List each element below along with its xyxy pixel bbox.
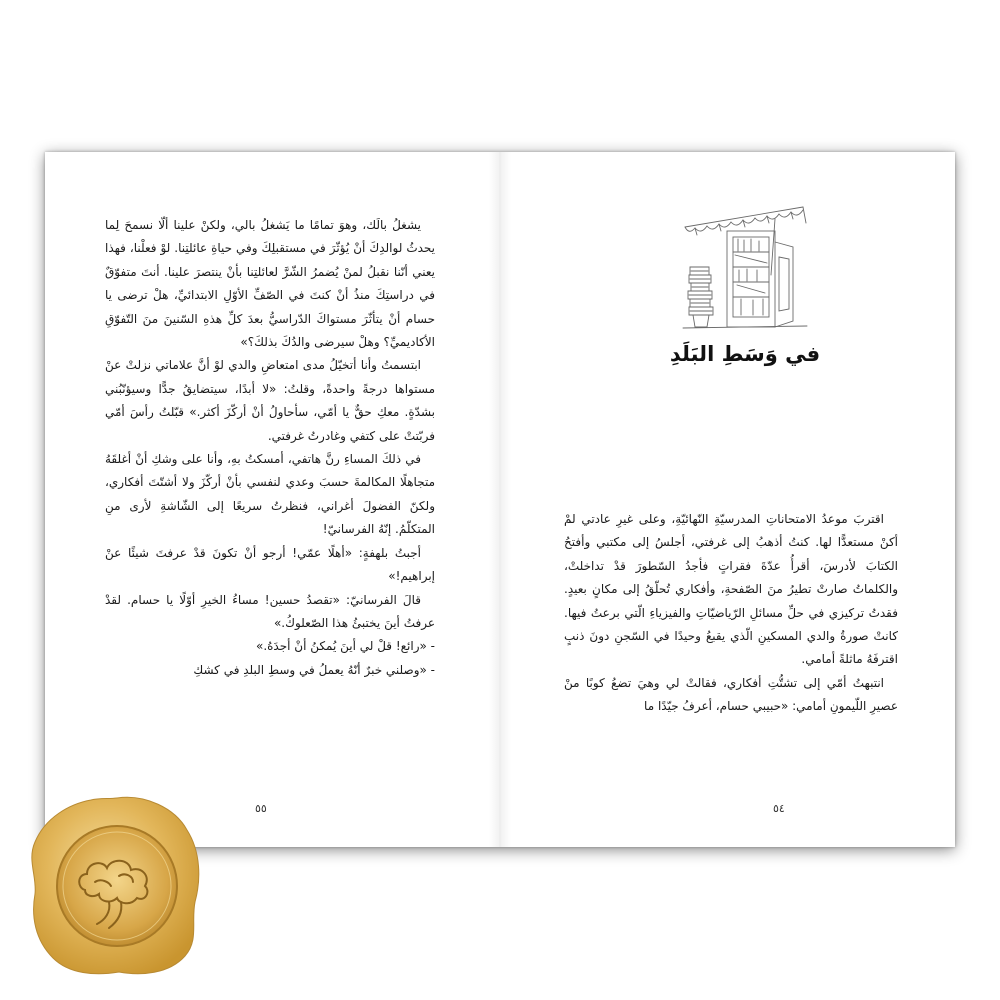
- kiosk-illustration: [675, 197, 815, 337]
- left-page-number: ٥٥: [255, 802, 267, 815]
- right-page-number: ٥٤: [773, 802, 785, 815]
- paragraph: انتبهتُ أمّي إلى تشتُّتِ أفكاري، فقالتْ لي وهيَ تضعُ كوبًا منْ عصيرِ اللّيمونِ أمامي: «حبيبي حسام، أعرفُ جيّدًا ما: [564, 675, 898, 714]
- paragraph: في ذلكَ المساءِ رنَّ هاتفي، أمسكتُ بهِ، وأنا على وشكِ أنْ أغلقَهُ متجاهلًا المكالمةَ حسبَ وعدي لنفسي بأنْ أركّزَ ولا أشتّتَ أفكاري، ولكنّ الفضولَ أغراني، فنظرتُ سريعًا إلى الشّاشةِ لأرى منِ المتكلّمُ. إنّهُ الفرسانيّ!: [105, 452, 435, 537]
- paragraph: اقتربَ موعدُ الامتحاناتِ المدرسيّةِ النّهائيّةِ، وعلى غيرِ عادتي لمْ أكنْ مستعدًّا لها. كنتُ أذهبُ إلى غرفتي، أجلسُ إلى مكتبي وأفتحُ الكتابَ لأدرسَ، أقرأُ عدّةَ فقراتٍ فأجدُ السّطورَ قدْ تداخلتْ، والكلماتُ صارتْ تطيرُ منَ الصّفحةِ، وأفكاري تُحلّقُ إلى مكانٍ بعيدٍ. فقدتُ تركيزي في حلِّ مسائلِ الرّياضيّاتِ والفيزياءِ الّتي برعتُ فيها. كانتْ صورةُ والدي المسكينِ الّذي يقبعُ وحيدًا في السّجنِ دونَ ذنبٍ اقترفَهُ ماثلةً أمامي.: [564, 512, 898, 667]
- kiosk-illustration-icon: [675, 197, 815, 337]
- wax-seal: [25, 790, 205, 980]
- paragraph: قالَ الفرسانيّ: «تقصدُ حسين! مساءُ الخيرِ أوّلًا يا حسام. لقدْ عرفتُ أينَ يختبئُ هذا الصّعلوكُ.»: [105, 592, 435, 630]
- paragraph: أجبتُ بلهفةٍ: «أهلًا عمّي! أرجو أنْ تكونَ قدْ عرفتَ شيئًا عنْ إبراهيم!»: [105, 545, 435, 584]
- right-page-text: [564, 508, 898, 719]
- book-spread: [45, 152, 955, 847]
- paragraph: يشغلُ بالَك، وهوَ تمامًا ما يَشغلُ بالي، ولكنْ علينا ألّا نسمحَ لِما يحدثُ لوالدِكَ أنْ يُؤثّرَ في مستقبلِكَ وفي حياةِ عائلتِنا. لوْ فعلْنا، فهذا يعني أنّنا نقبلُ لمنْ يُضمرُ الشّرَّ لعائلتِنا بأنْ ينتصرَ علينا. أنتَ متفوّقٌ في دراستِكَ منذُ أنْ كنتَ في الصّفِّ الأوّلِ الابتدائيِّ، هلْ ترضى يا حسام أنْ يتأثّرَ مستواكَ الدّراسيُّ بعدَ كلِّ هذهِ السّنينَ منَ التّفوّقِ الأكاديميِّ؟ وهلْ سيرضى والدُكَ بذلكَ؟»: [105, 218, 435, 350]
- left-page-text: [105, 214, 435, 682]
- right-page: [500, 152, 955, 847]
- left-page: [45, 152, 500, 847]
- dialogue-line: - «وصلني خبرٌ أنّهُ يعملُ في وسطِ البلدِ في كشكِ: [193, 662, 435, 677]
- paragraph: ابتسمتُ وأنا أتخيّلُ مدى امتعاضِ والدي لوْ أنَّ علاماتي نزلتْ عنْ مستواها درجةً واحدةً، وقلتُ: «لا أبدًا، سيتضايقُ جدًّا وسيؤنّبُني بشدّةٍ. معكِ حقٌّ يا أمّي، سأحاولُ أنْ أركّزَ أكثر.» قبّلتُ رأسَ أمّي فربّتتْ على كتفي وغادرتُ غرفتي.: [105, 358, 435, 443]
- wax-seal-graphic: [25, 790, 205, 980]
- chapter-title: في وَسَطِ البَلَدِ: [669, 342, 821, 366]
- dialogue-line: - «رائع! قلْ لي أينَ يُمكنُ أنْ أجدَهُ.»: [255, 639, 435, 654]
